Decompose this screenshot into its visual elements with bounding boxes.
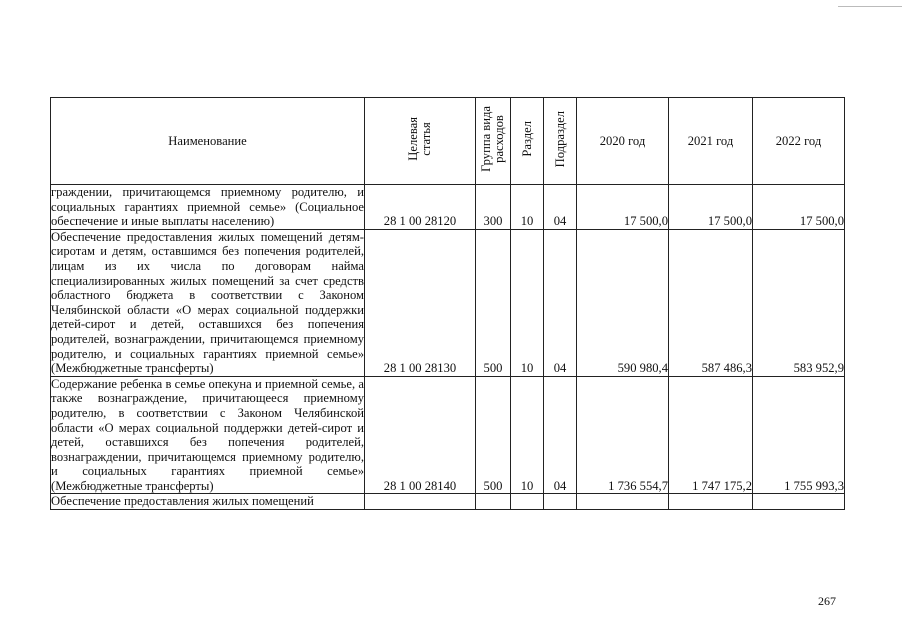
page-number: 267 xyxy=(818,594,836,608)
row-group: 500 xyxy=(476,376,511,494)
empty-cell xyxy=(669,494,753,510)
row-subsection: 04 xyxy=(544,229,577,376)
empty-cell xyxy=(753,494,845,510)
empty-cell xyxy=(544,494,577,510)
row-section: 10 xyxy=(511,376,544,494)
row-name-continued: Обеспечение предоставления жилых помещений xyxy=(51,494,365,510)
table-row xyxy=(51,185,845,230)
row-2022: 1 755 993,3 xyxy=(753,376,845,494)
row-subsection: 04 xyxy=(544,376,577,494)
header-2020: 2020 год xyxy=(577,98,669,185)
header-group: Группа вида расходов xyxy=(476,98,511,185)
scan-artifact-line xyxy=(838,6,902,7)
row-group: 300 xyxy=(476,185,511,230)
header-name: Наименование xyxy=(51,98,365,185)
row-target: 28 1 00 28130 xyxy=(365,229,476,376)
row-name: граждении, причитающемся приемному родителю, и социальных гарантиях приемной семье» (Социальное обеспечение и иные выплаты населению) xyxy=(51,185,364,229)
row-2020: 17 500,0 xyxy=(577,185,669,230)
row-2021: 587 486,3 xyxy=(669,229,753,376)
row-2021: 17 500,0 xyxy=(669,185,753,230)
row-2020: 590 980,4 xyxy=(577,229,669,376)
header-subsection: Подраздел xyxy=(544,98,577,185)
empty-cell xyxy=(511,494,544,510)
table-row-continued xyxy=(51,494,845,510)
table-row xyxy=(51,229,845,376)
row-name: Обеспечение предоставления жилых помещений детям-сиротам и детям, оставшимся без попечения родителей, лицам из их числа по договорам найма специализированных жилых помещений за счет средств областного бюджета в соответствии с Законом Челябинской области «О мерах социальной поддержки детей-сирот и детей, оставшихся без попечения родителей, вознаграждении, причитающемся приемному родителю, и социальных гарантиях приемной семье» (Межбюджетные трансферты) xyxy=(51,229,364,376)
empty-cell xyxy=(476,494,511,510)
header-2021: 2021 год xyxy=(669,98,753,185)
budget-table xyxy=(50,97,845,510)
row-group: 500 xyxy=(476,229,511,376)
empty-cell xyxy=(577,494,669,510)
header-section: Раздел xyxy=(511,98,544,185)
table-header-row xyxy=(51,98,845,185)
row-2021: 1 747 175,2 xyxy=(669,376,753,494)
table-row xyxy=(51,376,845,494)
header-2022: 2022 год xyxy=(753,98,845,185)
row-subsection: 04 xyxy=(544,185,577,230)
header-target: Целевая статья xyxy=(365,98,476,185)
row-2022: 583 952,9 xyxy=(753,229,845,376)
row-section: 10 xyxy=(511,185,544,230)
row-target: 28 1 00 28120 xyxy=(365,185,476,230)
row-name: Содержание ребенка в семье опекуна и приемной семье, а также вознаграждение, причитающееся приемному родителю, в соответствии с Законом Челябинской области «О мерах социальной поддержки детей-сирот и детей, оставшихся без попечения родителей, вознаграждении, причитающемся приемному родителю, и социальных гарантиях приемной семье» (Межбюджетные трансферты) xyxy=(51,376,364,493)
row-2022: 17 500,0 xyxy=(753,185,845,230)
row-section: 10 xyxy=(511,229,544,376)
row-2020: 1 736 554,7 xyxy=(577,376,669,494)
row-target: 28 1 00 28140 xyxy=(365,376,476,494)
empty-cell xyxy=(365,494,476,510)
